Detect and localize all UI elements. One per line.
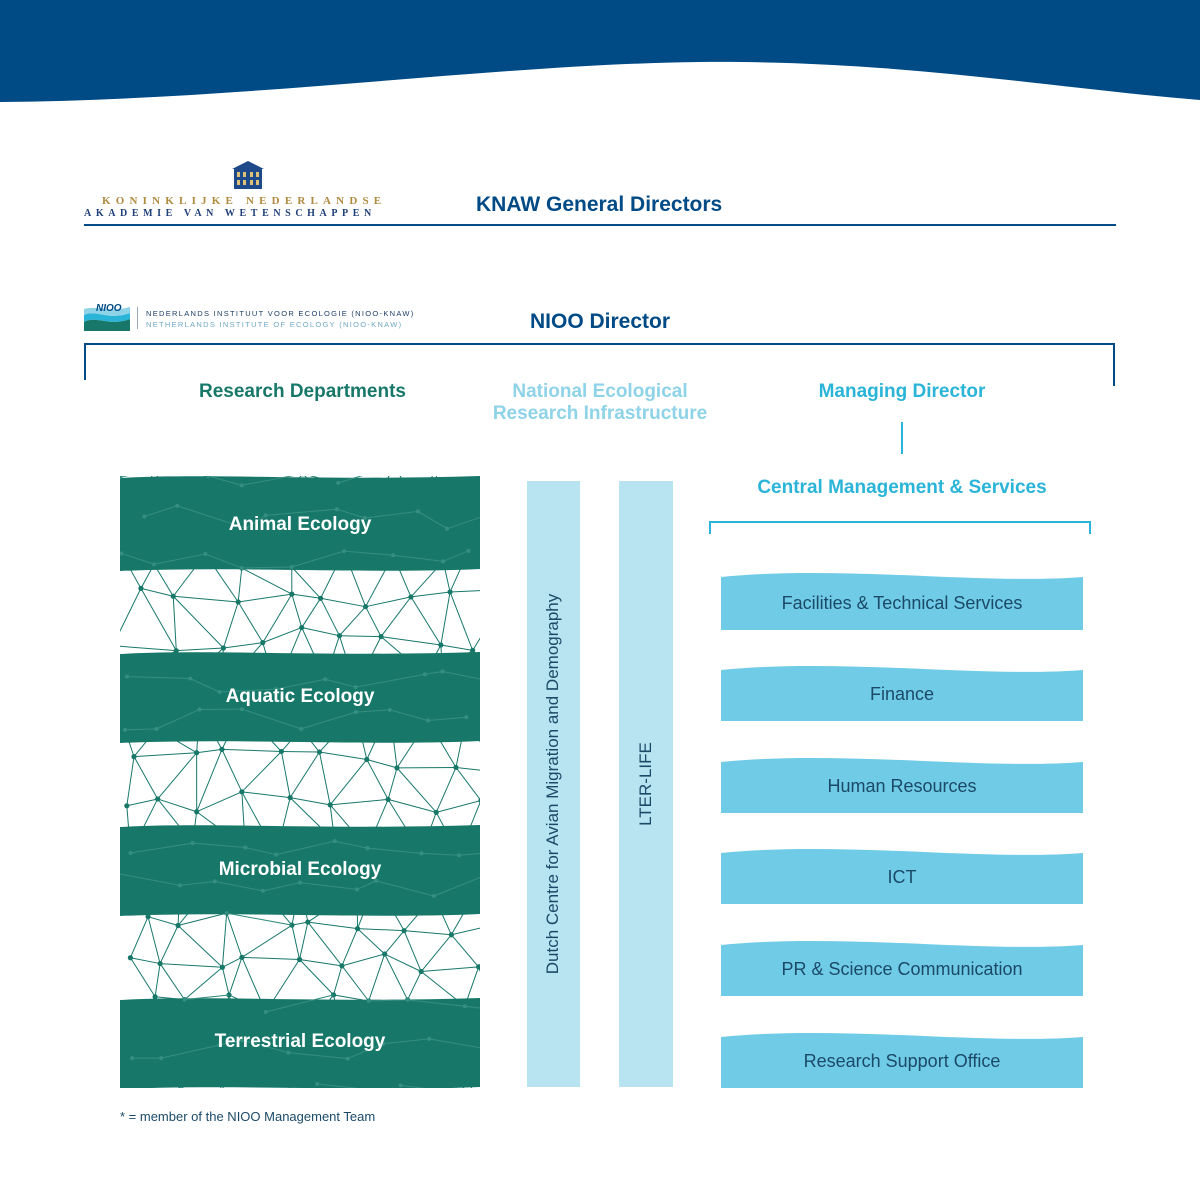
- network-line: [178, 913, 227, 925]
- network-line: [185, 967, 223, 999]
- footnote: * = member of the NIOO Management Team: [120, 1109, 376, 1124]
- network-line: [176, 648, 223, 651]
- network-line: [173, 596, 238, 602]
- network-line: [130, 958, 155, 997]
- network-node: [289, 592, 294, 597]
- network-node: [288, 795, 293, 800]
- network-line: [130, 958, 160, 964]
- network-line: [451, 935, 478, 967]
- network-line: [404, 931, 421, 972]
- network-line: [173, 596, 176, 650]
- network-line: [223, 643, 262, 648]
- unit-finance: Finance: [869, 684, 935, 704]
- research-departments-heading: Research Departments: [199, 381, 406, 402]
- network-line: [421, 935, 451, 972]
- network-line: [404, 931, 451, 935]
- network-node: [155, 796, 160, 801]
- network-line: [308, 922, 358, 929]
- network-line: [148, 917, 160, 964]
- network-node: [219, 747, 224, 752]
- network-line: [367, 760, 388, 800]
- network-line: [290, 752, 319, 798]
- network-line: [450, 592, 473, 650]
- network-line: [160, 964, 184, 1000]
- knaw-logo-line1: KONINKLIJKE NEDERLANDSE: [102, 195, 387, 207]
- network-node: [279, 749, 284, 754]
- network-line: [242, 792, 290, 798]
- network-line: [366, 607, 381, 637]
- network-line: [134, 753, 197, 757]
- network-line: [450, 589, 480, 592]
- network-line: [358, 929, 405, 931]
- network-node: [363, 604, 368, 609]
- network-line: [330, 760, 367, 805]
- network-line: [127, 757, 134, 806]
- network-node: [478, 798, 480, 803]
- infrastructure-bar-lter: [619, 481, 673, 1087]
- network-line: [342, 966, 369, 1001]
- network-node: [339, 963, 344, 968]
- central-management-bracket: [700, 515, 1100, 539]
- infrastructure-bar-avian: [527, 481, 580, 1087]
- unit-ict: ICT: [887, 867, 917, 887]
- network-line: [339, 636, 381, 637]
- network-node: [138, 586, 143, 591]
- network-line: [308, 922, 342, 966]
- network-node: [131, 754, 136, 759]
- network-line: [388, 768, 397, 800]
- network-line: [197, 749, 222, 752]
- network-line: [451, 922, 480, 935]
- network-line: [242, 957, 300, 959]
- knaw-logo-line2: AKADEMIE VAN WETENSCHAPPEN: [84, 208, 376, 219]
- network-node: [175, 923, 180, 928]
- infrastructure-heading-line2: Research Infrastructure: [492, 403, 708, 424]
- network-line: [227, 913, 242, 957]
- network-line: [155, 964, 160, 997]
- network-line: [222, 749, 242, 791]
- network-line: [238, 594, 292, 602]
- network-node: [449, 932, 454, 937]
- central-units-shapes: [721, 570, 1083, 1090]
- network-line: [473, 589, 480, 650]
- network-line: [292, 594, 302, 627]
- managing-director-heading: Managing Director: [818, 381, 986, 402]
- department-animal-ecology: Animal Ecology: [228, 514, 372, 535]
- network-line: [397, 768, 436, 812]
- network-node: [318, 596, 323, 601]
- network-line: [321, 598, 340, 635]
- unit-facilities-technical-services: Facilities & Technical Services: [781, 592, 1023, 613]
- nioo-logo-line1: NEDERLANDS INSTITUUT VOOR ECOLOGIE (NIOO-KNAW): [146, 309, 415, 318]
- network-node: [124, 803, 129, 808]
- network-line: [319, 752, 330, 805]
- network-line: [358, 929, 385, 954]
- managing-director-connector: [901, 422, 903, 454]
- network-node: [239, 789, 244, 794]
- network-node: [221, 645, 226, 650]
- department-microbial-ecology: Microbial Ecology: [218, 859, 382, 880]
- network-line: [300, 922, 308, 959]
- unit-research-support-office: Research Support Office: [803, 1051, 1001, 1071]
- network-node: [171, 594, 176, 599]
- network-node: [419, 969, 424, 974]
- knaw-general-directors-title: KNAW General Directors: [476, 193, 723, 216]
- network-line: [385, 931, 404, 954]
- network-line: [456, 767, 480, 800]
- network-node: [153, 994, 158, 999]
- network-line: [242, 751, 282, 791]
- network-line: [302, 598, 321, 627]
- network-line: [408, 972, 422, 1000]
- network-node: [401, 928, 406, 933]
- network-node: [453, 765, 458, 770]
- nioo-logo-line2: NETHERLANDS INSTITUTE OF ECOLOGY (NIOO-KNAW): [146, 320, 403, 329]
- network-node: [194, 750, 199, 755]
- network-line: [127, 799, 158, 806]
- network-line: [160, 925, 178, 963]
- network-line: [334, 966, 342, 995]
- network-node: [305, 919, 310, 924]
- research-departments-panel: [120, 476, 480, 1088]
- network-line: [158, 799, 197, 812]
- network-node: [364, 757, 369, 762]
- network-line: [148, 917, 178, 926]
- network-node: [355, 926, 360, 931]
- network-line: [173, 596, 223, 648]
- network-line: [178, 925, 222, 967]
- nioo-director-title: NIOO Director: [529, 310, 671, 333]
- network-line: [369, 954, 385, 1001]
- network-node: [236, 599, 241, 604]
- network-node: [157, 961, 162, 966]
- network-node: [317, 749, 322, 754]
- network-line: [441, 645, 473, 650]
- network-node: [434, 810, 439, 815]
- network-node: [382, 951, 387, 956]
- network-line: [300, 959, 342, 965]
- network-line: [141, 588, 176, 650]
- network-line: [436, 800, 480, 812]
- network-line: [120, 646, 176, 651]
- network-line: [411, 592, 450, 597]
- network-line: [292, 925, 300, 959]
- network-line: [281, 751, 290, 797]
- network-node: [394, 765, 399, 770]
- network-line: [302, 628, 340, 636]
- network-node: [385, 797, 390, 802]
- network-node: [260, 640, 265, 645]
- network-node: [378, 634, 383, 639]
- network-line: [292, 567, 321, 598]
- network-line: [263, 594, 292, 643]
- network-line: [120, 588, 141, 645]
- network-node: [239, 955, 244, 960]
- director-bracket: [0, 0, 1200, 400]
- network-line: [160, 964, 222, 968]
- unit-pr-science-communication: PR & Science Communication: [781, 959, 1023, 979]
- network-line: [292, 594, 321, 598]
- infrastructure-label-lter: LTER-LIFE: [636, 742, 655, 826]
- network-line: [441, 592, 450, 645]
- infrastructure-heading-line1: National Ecological: [512, 381, 688, 402]
- network-line: [222, 749, 281, 751]
- network-line: [339, 607, 365, 636]
- network-line: [300, 959, 334, 994]
- network-node: [447, 589, 452, 594]
- network-line: [158, 753, 197, 799]
- department-terrestrial-ecology: Terrestrial Ecology: [214, 1031, 386, 1052]
- network-node: [194, 809, 199, 814]
- network-line: [222, 913, 226, 967]
- network-node: [299, 625, 304, 630]
- network-line: [238, 602, 263, 643]
- network-line: [223, 602, 238, 648]
- network-line: [242, 568, 292, 594]
- network-line: [222, 967, 229, 995]
- network-line: [130, 917, 148, 958]
- network-node: [438, 642, 443, 647]
- central-management-heading: Central Management & Services: [757, 477, 1047, 498]
- network-line: [330, 799, 388, 804]
- network-line: [242, 925, 292, 957]
- network-node: [337, 633, 342, 638]
- network-node: [328, 802, 333, 807]
- network-line: [319, 752, 366, 759]
- unit-human-resources: Human Resources: [827, 776, 977, 796]
- network-line: [342, 929, 358, 966]
- network-line: [321, 598, 366, 606]
- network-node: [408, 594, 413, 599]
- network-line: [141, 588, 173, 596]
- network-line: [411, 597, 441, 645]
- network-line: [134, 757, 158, 799]
- department-aquatic-ecology: Aquatic Ecology: [225, 686, 375, 707]
- network-line: [385, 954, 421, 971]
- network-node: [297, 957, 302, 962]
- network-node: [220, 965, 225, 970]
- infrastructure-label-avian: Dutch Centre for Avian Migration and Demography: [543, 593, 562, 975]
- network-node: [128, 955, 133, 960]
- nioo-logo-mark: NIOO: [96, 303, 122, 314]
- network-line: [436, 767, 456, 812]
- network-line: [281, 751, 319, 752]
- network-line: [421, 967, 478, 972]
- network-line: [367, 760, 397, 768]
- network-line: [342, 954, 385, 966]
- network-line: [385, 954, 408, 1000]
- network-line: [238, 568, 242, 602]
